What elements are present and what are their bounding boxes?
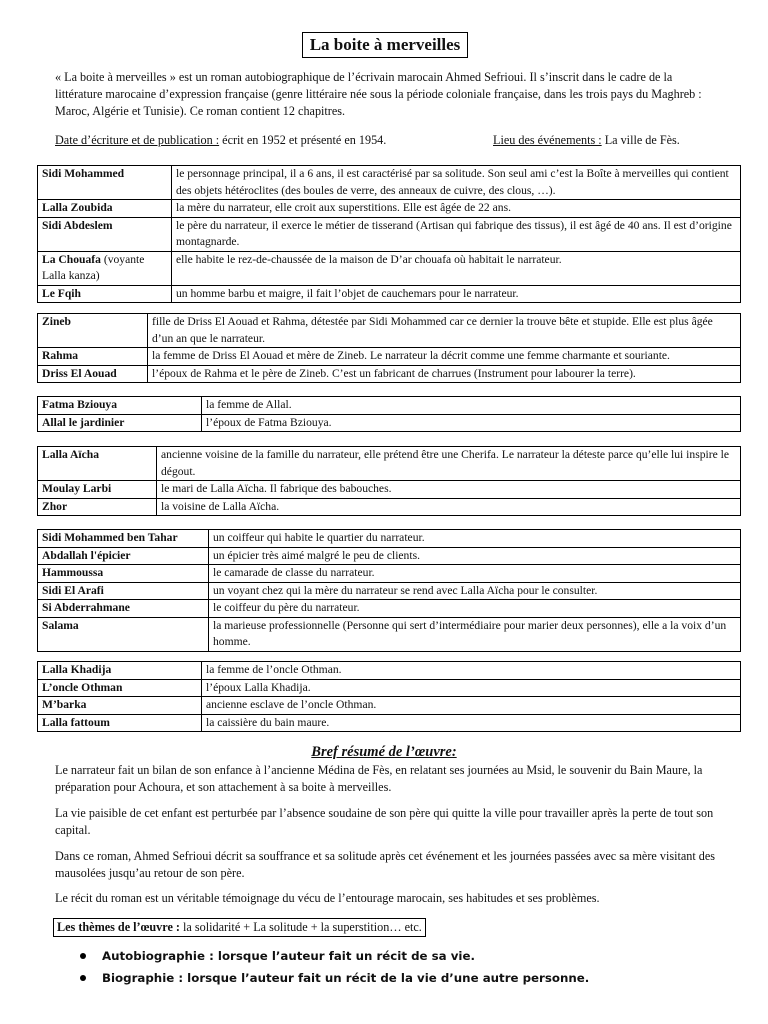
character-name: L’oncle Othman [38, 679, 202, 697]
characters-table-neighbors [37, 313, 741, 383]
character-name: Lalla Zoubida [38, 200, 172, 218]
characters-table-family [37, 165, 741, 303]
table-row [38, 714, 741, 732]
themes-value: la solidarité + La solitude + la superstition… etc. [179, 920, 422, 934]
character-note: (voyante Lalla kanza) [42, 252, 145, 282]
character-desc: l’époux de Rahma et le père de Zineb. C’est un fabricant de charrues (Instrument pour labourer la terre). [148, 365, 741, 383]
table-row [38, 617, 741, 651]
characters-table-gardener [37, 396, 741, 432]
dates-line [55, 133, 735, 148]
character-name: Sidi Abdeslem [38, 217, 172, 251]
table-row [38, 285, 741, 303]
summary-paragraph: Le narrateur fait un bilan de son enfance à l’ancienne Médina de Fès, en relatant ses journées au Msid, le souvenir du Bain Maure, la préparation pour Achoura, et son attachement à sa boite à merveilles. [55, 763, 703, 794]
character-name: Salama [38, 617, 209, 651]
character-name: Le Fqih [38, 285, 172, 303]
character-name: Lalla fattoum [38, 714, 202, 732]
document-title: La boite à merveilles [302, 32, 468, 58]
character-name: Lalla Aïcha [38, 447, 157, 481]
character-desc: un épicier très aimé malgré le peu de clients. [209, 547, 741, 565]
table-row [38, 166, 741, 200]
lieu-value: La ville de Fès. [601, 133, 680, 147]
list-item [80, 968, 589, 990]
character-name: Hammoussa [38, 565, 209, 583]
table-row [38, 397, 741, 415]
summary-paragraph: Le récit du roman est un véritable témoignage du vécu de l’entourage marocain, ses habitudes et ses problèmes. [55, 891, 600, 905]
table-row [38, 481, 741, 499]
table-row [38, 447, 741, 481]
character-desc: la femme de Driss El Aouad et mère de Zineb. Le narrateur la décrit comme une femme charmante et souriante. [148, 348, 741, 366]
character-name: Zhor [38, 498, 157, 516]
table-row [38, 348, 741, 366]
character-desc: la voisine de Lalla Aïcha. [157, 498, 741, 516]
character-desc: le coiffeur du père du narrateur. [209, 600, 741, 618]
character-desc: le mari de Lalla Aïcha. Il fabrique des babouches. [157, 481, 741, 499]
bullet-icon [80, 975, 86, 981]
themes-box [53, 918, 426, 937]
characters-table-quarter [37, 529, 741, 652]
character-desc: la mère du narrateur, elle croit aux superstitions. Elle est âgée de 22 ans. [172, 200, 741, 218]
character-desc: la femme de l’oncle Othman. [202, 662, 741, 680]
character-name: Sidi Mohammed [38, 166, 172, 200]
summary-paragraph: La vie paisible de cet enfant est perturbée par l’absence soudaine de son père qui quitte la ville pour travailler après la perte de tout son capital. [55, 806, 714, 837]
summary-heading: Bref résumé de l’œuvre: [311, 744, 457, 760]
characters-table-aicha [37, 446, 741, 516]
date-value: écrit en 1952 et présenté en 1954. [219, 133, 387, 147]
character-desc: le camarade de classe du narrateur. [209, 565, 741, 583]
character-name: Rahma [38, 348, 148, 366]
character-name: Lalla Khadija [38, 662, 202, 680]
character-desc: ancienne voisine de la famille du narrateur, elle prétend être une Cherifa. Le narrateur la déteste parce qu’elle lui inspire le dégout. [157, 447, 741, 481]
table-row [38, 547, 741, 565]
table-row [38, 498, 741, 516]
date-label: Date d’écriture et de publication : [55, 133, 220, 147]
table-row [38, 200, 741, 218]
summary-paragraph: Dans ce roman, Ahmed Sefrioui décrit sa souffrance et sa solitude après cet événement et les journées passées avec sa mère visitant des mausolées jusqu’au retour de son père. [55, 849, 716, 880]
table-row [38, 582, 741, 600]
character-name: M’barka [38, 697, 202, 715]
table-row [38, 414, 741, 432]
bullet-icon [80, 953, 86, 959]
character-name: Abdallah l'épicier [38, 547, 209, 565]
table-row [38, 530, 741, 548]
table-row [38, 679, 741, 697]
table-row [38, 565, 741, 583]
character-desc: le père du narrateur, il exerce le métier de tisserand (Artisan qui fabrique des tissus), il est âgé de 40 ans. Il est d’origine montagnarde. [172, 217, 741, 251]
character-name: La Chouafa [42, 252, 101, 266]
character-name: Allal le jardinier [38, 414, 202, 432]
character-name: Moulay Larbi [38, 481, 157, 499]
character-desc: la femme de Allal. [202, 397, 741, 415]
table-row [38, 217, 741, 251]
table-row [38, 251, 741, 285]
character-desc: fille de Driss El Aouad et Rahma, détestée par Sidi Mohammed car ce dernier la trouve bête et stupide. Elle est plus âgée d’un an que le narrateur. [148, 314, 741, 348]
character-desc: le personnage principal, il a 6 ans, il est caractérisé par sa solitude. Son seul ami c’est la Boîte à merveilles qui contient des objets hétéroclites (des boules de verre, des anneaux de cuivre, des clous, …). [172, 166, 741, 200]
character-name: Fatma Bziouya [38, 397, 202, 415]
table-row [38, 314, 741, 348]
character-desc: un coiffeur qui habite le quartier du narrateur. [209, 530, 741, 548]
character-desc: un voyant chez qui la mère du narrateur se rend avec Lalla Aïcha pour le consulter. [209, 582, 741, 600]
character-desc: elle habite le rez-de-chaussée de la maison de D’ar chouafa où habitait le narrateur. [172, 251, 741, 285]
character-name-cell [38, 251, 172, 285]
character-desc: l’époux Lalla Khadija. [202, 679, 741, 697]
lieu-label: Lieu des événements : [493, 133, 602, 147]
character-name: Sidi Mohammed ben Tahar [38, 530, 209, 548]
character-name: Si Abderrahmane [38, 600, 209, 618]
themes-label: Les thèmes de l’œuvre : [57, 920, 180, 934]
intro-paragraph: « La boite à merveilles » est un roman autobiographique de l’écrivain marocain Ahmed Sefrioui. Il s’inscrit dans le cadre de la littérature marocaine d’expression française (genre littéraire née sous la période coloniale française, dans les trois pays du Maghreb : Maroc, Algérie et Tunisie). Ce roman contient 12 chapitres. [55, 70, 702, 118]
definition-text: Biographie : lorsque l’auteur fait un récit de la vie d’une autre personne. [102, 971, 590, 985]
character-desc: ancienne esclave de l’oncle Othman. [202, 697, 741, 715]
character-desc: la caissière du bain maure. [202, 714, 741, 732]
characters-table-othman [37, 661, 741, 732]
character-desc: l’époux de Fatma Bziouya. [202, 414, 741, 432]
character-desc: la marieuse professionnelle (Personne qui sert d’intermédiaire pour marier deux personnes), elle a la voix d’un homme. [209, 617, 741, 651]
definition-text: Autobiographie : lorsque l’auteur fait un récit de sa vie. [102, 949, 475, 963]
character-name: Driss El Aouad [38, 365, 148, 383]
table-row [38, 365, 741, 383]
list-item [80, 946, 589, 968]
character-name: Zineb [38, 314, 148, 348]
definitions-list [80, 946, 589, 990]
lieu-block [493, 133, 680, 148]
table-row [38, 662, 741, 680]
table-row [38, 600, 741, 618]
table-row [38, 697, 741, 715]
character-desc: un homme barbu et maigre, il fait l’objet de cauchemars pour le narrateur. [172, 285, 741, 303]
character-name: Sidi El Arafi [38, 582, 209, 600]
